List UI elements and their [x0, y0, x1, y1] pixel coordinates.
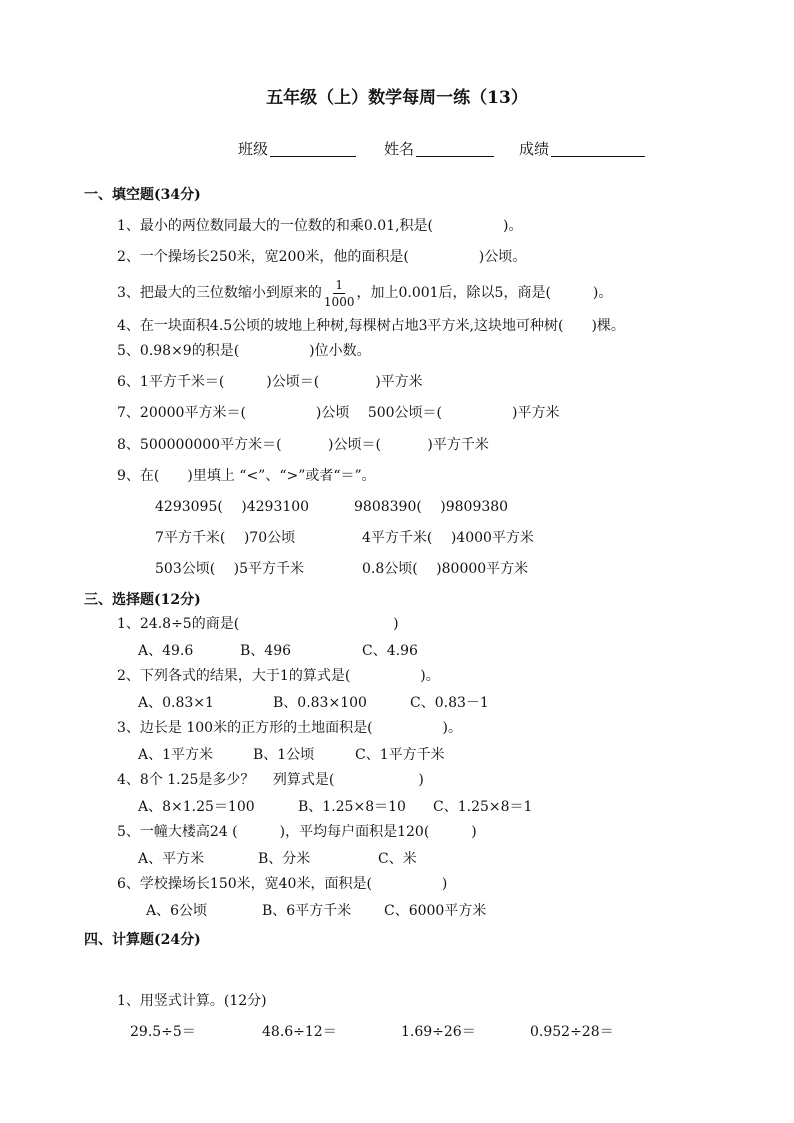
choice-question-4: 4、8个 1.25是多少？ 列算式是( )	[117, 772, 424, 788]
choice-6-option-b: B、6平方千米	[262, 903, 352, 919]
compare-item-4: 4平方千米( )4000平方米	[362, 530, 534, 546]
fill-question-3-end: ，加上0.001后，除以5，商是( )。	[356, 285, 613, 301]
fill-question-8: 8、500000000平方米＝( )公顷＝( )平方千米	[117, 437, 489, 453]
class-blank[interactable]	[270, 141, 356, 157]
calc-subheading: 1、用竖式计算。(12分)	[117, 993, 267, 1009]
calc-problem-2: 48.6÷12＝	[262, 1024, 337, 1040]
compare-item-1: 4293095( )4293100	[155, 499, 310, 515]
score-label: 成绩	[519, 140, 550, 158]
score-blank[interactable]	[551, 141, 645, 157]
class-field	[238, 141, 356, 157]
fill-question-3	[117, 274, 612, 312]
choice-2-option-a: A、0.83×1	[138, 695, 214, 711]
choice-3-option-c: C、1平方千米	[355, 747, 445, 763]
choice-5-option-b: B、分米	[258, 851, 311, 867]
score-field	[519, 141, 645, 157]
choice-question-1: 1、24.8÷5的商是( )	[117, 616, 399, 632]
compare-item-5: 503公顷( )5平方千米	[155, 561, 305, 577]
choice-5-option-c: C、米	[378, 851, 417, 867]
fill-question-1: 1、最小的两位数同最大的一位数的和乘0.01,积是( )。	[117, 218, 523, 234]
class-label: 班级	[238, 140, 269, 158]
choice-question-5: 5、一幢大楼高24 ( )，平均每户面积是120( )	[117, 824, 477, 840]
choice-3-option-b: B、1公顷	[253, 747, 315, 763]
choice-2-option-c: C、0.83－1	[410, 695, 489, 711]
choice-6-option-a: A、6公顷	[146, 903, 208, 919]
fill-question-4: 4、在一块面积4.5公顷的坡地上种树,每棵树占地3平方米,这块地可种树( )棵。	[117, 318, 625, 334]
choice-5-option-a: A、平方米	[138, 851, 205, 867]
section-fill-blank-heading: 一、填空题(34分)	[84, 187, 201, 203]
choice-4-option-b: B、1.25×8＝10	[298, 799, 406, 815]
choice-1-option-c: C、4.96	[362, 643, 418, 659]
fill-question-6: 6、1平方千米＝( )公顷＝( )平方米	[117, 374, 423, 390]
choice-1-option-a: A、49.6	[138, 643, 194, 659]
fill-question-3-start: 3、把最大的三位数缩小到原来的	[117, 285, 322, 301]
choice-question-3: 3、边长是 100米的正方形的土地面积是( )。	[117, 720, 463, 736]
choice-3-option-a: A、1平方米	[138, 747, 214, 763]
fraction-one-thousandth	[324, 279, 355, 308]
section-choice-heading: 三、选择题(12分)	[84, 592, 201, 608]
page-title: 五年级（上）数学每周一练（13）	[266, 88, 528, 108]
fill-question-5: 5、0.98×9的积是( )位小数。	[117, 343, 371, 359]
choice-1-option-b: B、496	[240, 643, 292, 659]
choice-4-option-c: C、1.25×8＝1	[433, 799, 533, 815]
name-blank[interactable]	[416, 141, 494, 157]
choice-4-option-a: A、8×1.25＝100	[138, 799, 255, 815]
calc-problem-4: 0.952÷28＝	[530, 1024, 614, 1040]
fraction-denominator: 1000	[323, 294, 355, 309]
fill-question-9: 9、在( )里填上 “<”、“>”或者“＝”。	[117, 468, 376, 484]
calc-problem-3: 1.69÷26＝	[401, 1024, 476, 1040]
compare-item-2: 9808390( )9809380	[354, 499, 509, 515]
fill-question-7: 7、20000平方米＝( )公顷 500公顷＝( )平方米	[117, 405, 560, 421]
choice-2-option-b: B、0.83×100	[273, 695, 367, 711]
name-field	[384, 141, 494, 157]
choice-question-2: 2、下列各式的结果，大于1的算式是( )。	[117, 668, 440, 684]
section-calculation-heading: 四、计算题(24分)	[84, 932, 201, 948]
choice-6-option-c: C、6000平方米	[384, 903, 487, 919]
compare-item-6: 0.8公顷( )80000平方米	[362, 561, 529, 577]
name-label: 姓名	[384, 140, 415, 158]
calc-problem-1: 29.5÷5＝	[130, 1024, 196, 1040]
choice-question-6: 6、学校操场长150米，宽40米，面积是( )	[117, 876, 448, 892]
fill-question-2: 2、一个操场长250米，宽200米，他的面积是( )公顷。	[117, 249, 527, 265]
fraction-numerator: 1	[335, 277, 344, 292]
compare-item-3: 7平方千米( )70公顷	[155, 530, 296, 546]
